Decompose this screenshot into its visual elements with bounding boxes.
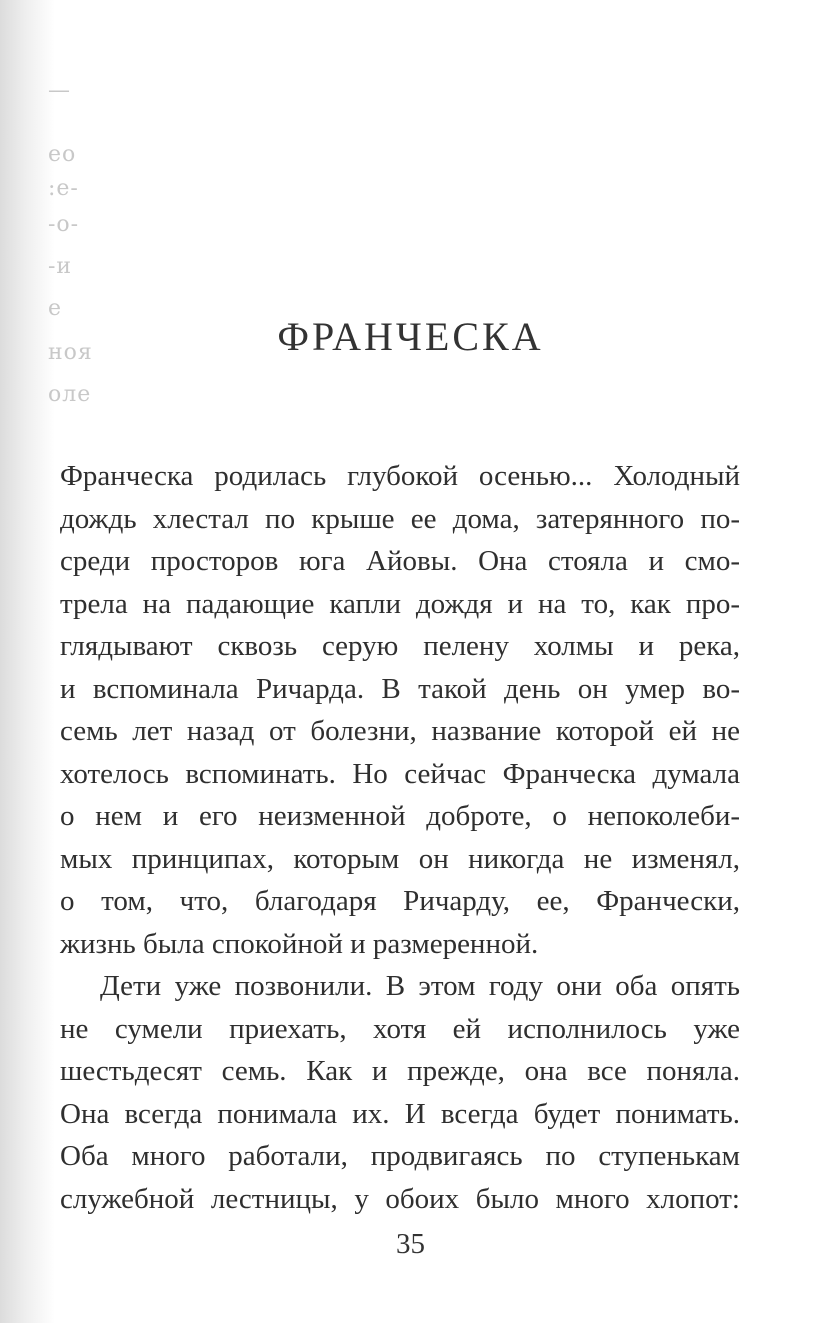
text-line: трела на падающие капли дождя и на то, как про- bbox=[60, 587, 740, 620]
show-through-mark: оле bbox=[48, 382, 92, 407]
show-through-mark: — bbox=[48, 78, 71, 103]
show-through-mark: :е- bbox=[48, 176, 79, 201]
text-line: и вспоминала Ричарда. В такой день он умер во- bbox=[60, 672, 740, 705]
text-line: не сумели приехать, хотя ей исполнилось уже bbox=[60, 1012, 740, 1045]
text-line: о том, что, благодаря Ричарду, ее, Франчески, bbox=[60, 885, 740, 917]
page-number: 35 bbox=[396, 1228, 425, 1260]
show-through-mark: ноя bbox=[48, 340, 93, 365]
show-through-mark: ео bbox=[48, 142, 77, 167]
text-line: среди просторов юга Айовы. Она стояла и смо- bbox=[60, 545, 740, 577]
text-line: Оба много работали, продвигаясь по ступенькам bbox=[60, 1140, 740, 1172]
paragraph-1 bbox=[60, 455, 740, 965]
show-through-mark: -и bbox=[48, 254, 73, 279]
paragraph-2 bbox=[60, 965, 740, 1220]
text-line: служебной лестницы, у обоих было много хлопот: bbox=[60, 1182, 740, 1215]
body-text bbox=[60, 455, 740, 1220]
show-through-mark: -о- bbox=[48, 212, 80, 237]
text-line: о нем и его неизменной доброте, о непоколеби- bbox=[60, 800, 740, 832]
scan-shadow bbox=[0, 0, 55, 1323]
text-line: Она всегда понимала их. И всегда будет понимать. bbox=[60, 1097, 740, 1130]
text-line: Дети уже позвонили. В этом году они оба опять bbox=[100, 970, 740, 1002]
text-line: дождь хлестал по крыше ее дома, затерянного по- bbox=[60, 502, 740, 535]
text-line: мых принципах, которым он никогда не изменял, bbox=[60, 842, 740, 875]
chapter-title: ФРАНЧЕСКА bbox=[277, 314, 544, 359]
text-line: семь лет назад от болезни, название которой ей не bbox=[60, 715, 740, 747]
text-line: жизнь была спокойной и размеренной. bbox=[60, 927, 539, 960]
text-line: глядывают сквозь серую пелену холмы и река, bbox=[60, 630, 740, 662]
show-through-mark: е bbox=[48, 296, 63, 321]
text-line: хотелось вспоминать. Но сейчас Франческа думала bbox=[60, 757, 740, 790]
text-line: Франческа родилась глубокой осенью... Холодный bbox=[60, 460, 740, 492]
text-line: шестьдесят семь. Как и прежде, она все поняла. bbox=[60, 1055, 740, 1087]
